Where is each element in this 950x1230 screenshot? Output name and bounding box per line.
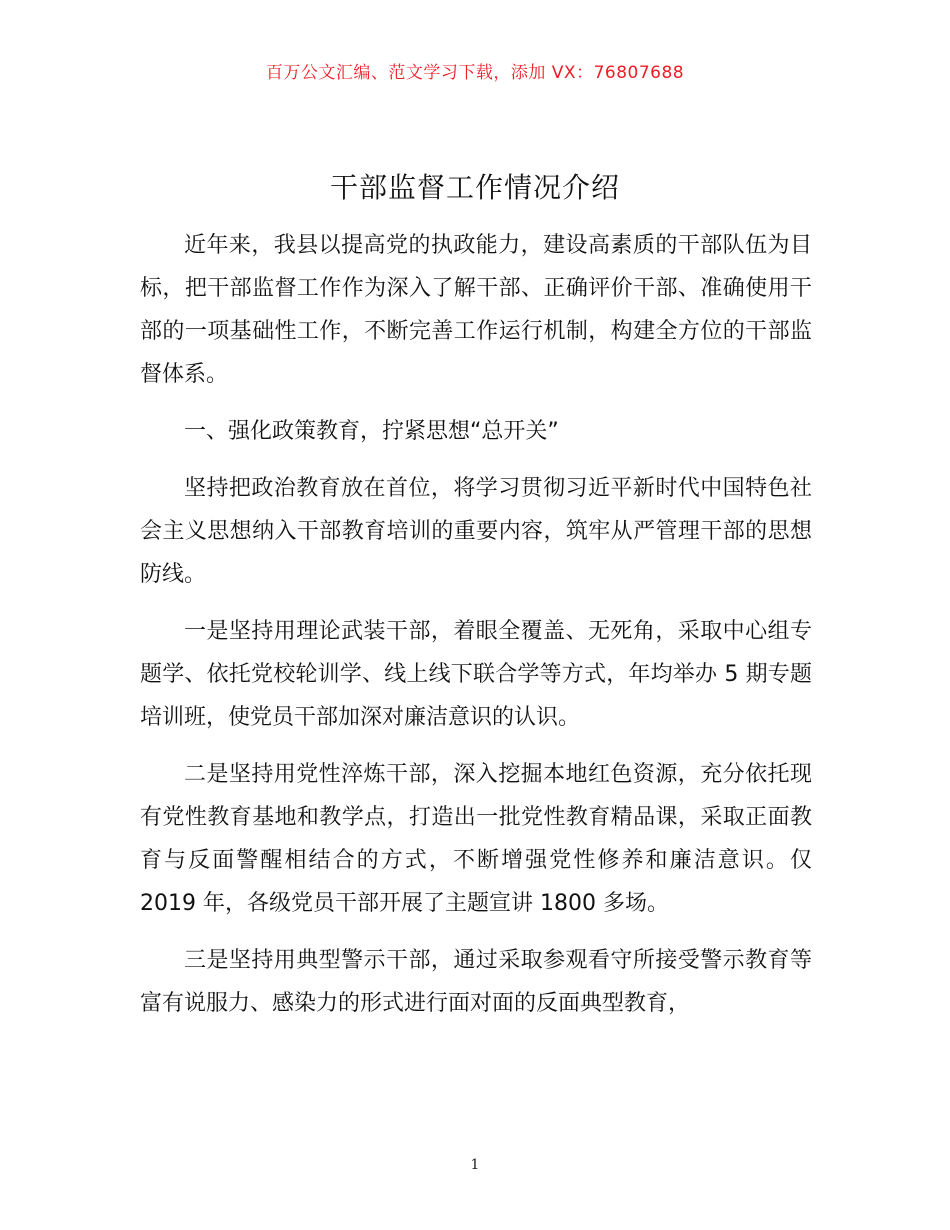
document-body [140,224,812,1039]
paragraph-point-1: 一是坚持用理论武装干部，着眼全覆盖、无死角，采取中心组专题学、依托党校轮训学、线上线下联合学等方式，年均举办 5 期专题培训班，使党员干部加深对廉洁意识的认识。 [140,619,812,730]
page-number: 1 [470,1157,480,1173]
document-title: 干部监督工作情况介绍 [329,171,620,204]
paragraph-intro: 近年来，我县以提高党的执政能力，建设高素质的干部队伍为目标，把干部监督工作作为深入了解干部、正确评价干部、准确使用干部的一项基础性工作，不断完善工作运行机制，构建全方位的干部监督体系。 [140,233,812,387]
header-note: 百万公文汇编、范文学习下载，添加 VX：76807688 [265,63,685,83]
paragraph-section-1: 坚持把政治教育放在首位，将学习贯彻习近平新时代中国特色社会主义思想纳入干部教育培训的重要内容，筑牢从严管理干部的思想防线。 [140,476,812,587]
paragraph-point-3: 三是坚持用典型警示干部，通过采取参观看守所接受警示教育等富有说服力、感染力的形式进行面对面的反面典型教育， [140,948,812,1016]
paragraph-point-2: 二是坚持用党性淬炼干部，深入挖掘本地红色资源，充分依托现有党性教育基地和教学点，打造出一批党性教育精品课，采取正面教育与反面警醒相结合的方式，不断增强党性修养和廉洁意识。仅 2019 年，各级党员干部开展了主题宣讲 1800 多场。 [140,762,812,916]
section-heading-1: 一、强化政策教育，拧紧思想“总开关” [184,419,559,444]
